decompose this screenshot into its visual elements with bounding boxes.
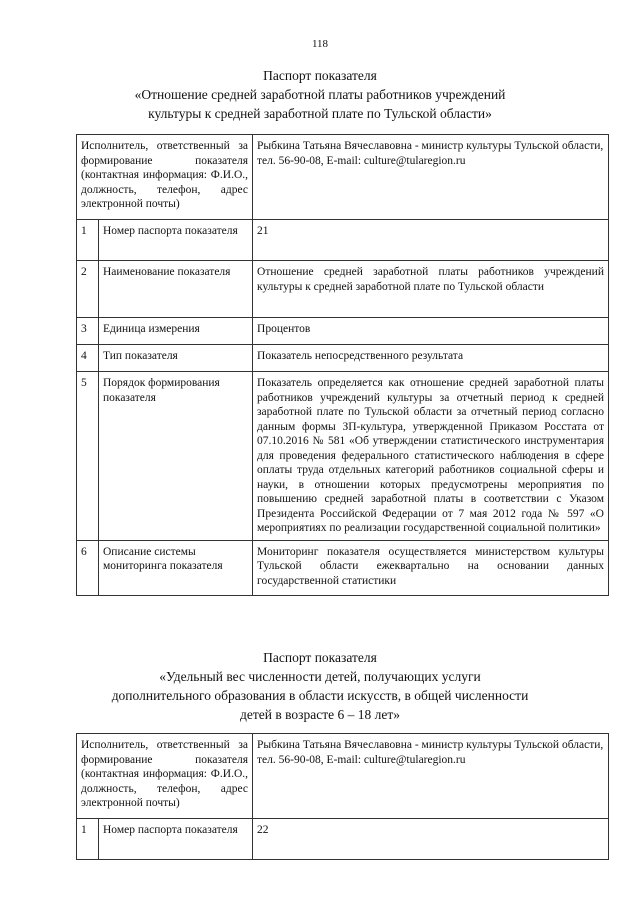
- title-line: культуры к средней заработной плате по Тульской области»: [148, 106, 492, 121]
- row-value: 21: [253, 220, 609, 261]
- row-number: 4: [77, 345, 99, 372]
- passport-title-21: [0, 66, 640, 123]
- table-row: [77, 540, 609, 595]
- row-label: Порядок формирования показателя: [99, 372, 253, 541]
- row-label: Описание системы мониторинга показателя: [99, 540, 253, 595]
- executor-row: [77, 734, 609, 819]
- table-row: [77, 261, 609, 318]
- title-line: детей в возрасте 6 – 18 лет»: [240, 707, 400, 722]
- table-row: [77, 220, 609, 261]
- row-label: Единица измерения: [99, 318, 253, 345]
- row-label: Номер паспорта показателя: [99, 220, 253, 261]
- title-line: Паспорт показателя: [263, 68, 377, 83]
- row-value: Мониторинг показателя осуществляется министерством культуры Тульской области ежеквартально на основании данных государственной статистики: [253, 540, 609, 595]
- row-number: 3: [77, 318, 99, 345]
- row-number: 1: [77, 220, 99, 261]
- row-label: Номер паспорта показателя: [99, 819, 253, 860]
- table-row: [77, 372, 609, 541]
- table-row: [77, 819, 609, 860]
- row-number: 2: [77, 261, 99, 318]
- row-label: Наименование показателя: [99, 261, 253, 318]
- row-number: 1: [77, 819, 99, 860]
- title-line: дополнительного образования в области искусств, в общей численности: [111, 688, 529, 703]
- executor-label: Исполнитель, ответственный за формирование показателя (контактная информация: Ф.И.О., должность, телефон, адрес электронной почты): [77, 734, 253, 819]
- row-value: Отношение средней заработной платы работников учреждений культуры к средней заработной плате по Тульской области: [253, 261, 609, 318]
- row-value: Показатель непосредственного результата: [253, 345, 609, 372]
- executor-row: [77, 135, 609, 220]
- title-line: Паспорт показателя: [263, 650, 377, 665]
- row-value: Процентов: [253, 318, 609, 345]
- passport-table-21: [76, 134, 609, 596]
- row-number: 5: [77, 372, 99, 541]
- title-line: «Отношение средней заработной платы работников учреждений: [134, 87, 506, 102]
- row-number: 6: [77, 540, 99, 595]
- row-value: 22: [253, 819, 609, 860]
- row-label: Тип показателя: [99, 345, 253, 372]
- executor-value: Рыбкина Татьяна Вячеславовна - министр культуры Тульской области, тел. 56-90-08, E-mail: culture@tularegion.ru: [253, 135, 609, 220]
- table-row: [77, 345, 609, 372]
- passport-title-22: [0, 648, 640, 724]
- executor-value: Рыбкина Татьяна Вячеславовна - министр культуры Тульской области, тел. 56-90-08, E-mail: culture@tularegion.ru: [253, 734, 609, 819]
- passport-table-22: [76, 733, 609, 860]
- executor-label: Исполнитель, ответственный за формирование показателя (контактная информация: Ф.И.О., должность, телефон, адрес электронной почты): [77, 135, 253, 220]
- page-number: 118: [311, 38, 329, 50]
- table-row: [77, 318, 609, 345]
- title-line: «Удельный вес численности детей, получающих услуги: [159, 669, 481, 684]
- row-value: Показатель определяется как отношение средней заработной платы работников учреждений культуры за отчетный период к средней заработной плате по Тульской области за отчетный период согласно данным формы ЗП-культура, утвержденной Приказом Росстата от 07.10.2016 № 581 «Об утверждении статистического инструментария для проведения федерального статистического наблюдения в сфере оплаты труда отдельных категорий работников социальной сферы и науки, в отношении которых предусмотрены мероприятия по повышению средней заработной платы в соответствии с Указом Президента Российской Федерации от 7 мая 2012 года № 597 «О мероприятиях по реализации государственной социальной политики»: [253, 372, 609, 541]
